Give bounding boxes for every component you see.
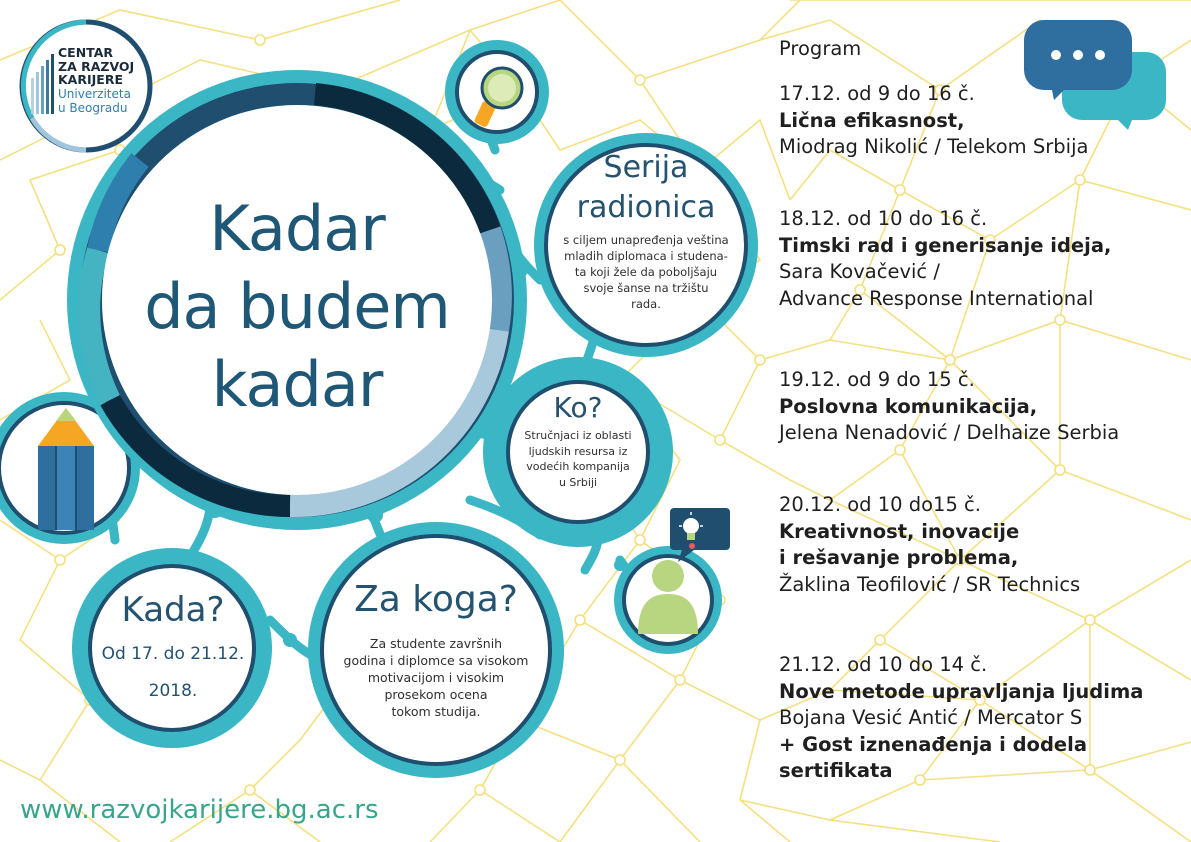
session-speaker: Miodrag Nikolić / Telekom Srbija [779,135,1089,158]
pencil-icon [30,404,102,534]
za-koga-text-line: motivacijom i visokim [367,670,505,685]
kada-text [84,636,262,710]
ko-text-line: u Srbiji [558,475,598,489]
session-title: Kreativnost, inovacije [779,519,1020,543]
session-date: 17.12. od 9 do 16 č. [779,82,975,105]
session-extra-cont: sertifikata [779,759,893,782]
serija-text-line: rada. [631,297,661,311]
ko-text-line: ljudskih resursa iz [528,444,628,458]
logo-line5: u Beogradu [58,101,128,115]
session-date: 21.12. od 10 do 14 č. [779,653,988,676]
session-2 [779,206,1111,312]
za-koga-text-line: godina i diplomce sa visokom [343,653,529,668]
session-3 [779,367,1119,447]
session-title: Lična efikasnost, [779,108,965,132]
session-speaker: Sara Kovačević / [779,260,940,283]
session-title: Timski rad i generisanje ideja, [779,233,1112,257]
ko-text-line: Stručnjaci iz oblasti [524,429,632,442]
session-extra: + Gost iznenađenja i dodela [779,732,1087,756]
session-title: Nove metode upravljanja ljudima [779,679,1144,703]
session-date: 18.12. od 10 do 16 č. [779,207,988,230]
za-koga-text-line: Za studente završnih [369,636,503,651]
serija-text-line: ta koji žele da poboljšaju [574,265,718,279]
session-title-cont: i rešavanje problema, [779,546,1019,569]
main-title-line1: Kadar [209,192,385,265]
session-date: 20.12. od 10 do15 č. [779,493,981,516]
session-speaker: Bojana Vesić Antić / Mercator S [779,706,1083,729]
session-1 [779,81,1088,161]
logo-text [58,46,134,87]
person-idea-icon [624,506,734,646]
session-4 [779,492,1080,598]
kada-year: 2018. [148,681,198,701]
main-title [110,190,484,424]
serija-title-line1: Serija [603,150,689,185]
serija-text-line: s ciljem unapređenja veština [563,233,729,247]
serija-title [556,148,736,228]
session-date: 19.12. od 9 do 15 č. [779,368,975,391]
za-koga-text [330,635,542,720]
kada-title: Kada? [121,590,225,630]
main-title-line3: kadar [211,348,383,421]
serija-title-line2: radionica [576,190,716,225]
serija-text-line: svoje šanse na tržištu [583,281,709,295]
session-title: Poslovna komunikacija, [779,394,1038,418]
website-link[interactable]: www.razvojkarijere.bg.ac.rs [20,795,379,825]
logo-line2: ZA RAZVOJ [58,58,135,74]
za-koga-title: Za koga? [354,579,518,620]
program-heading: Program [779,37,862,60]
session-5 [779,652,1143,785]
za-koga-text-line: tokom studija. [391,704,481,719]
logo-line3: KARIJERE [58,72,123,87]
ko-text [514,428,642,490]
ko-title: Ko? [553,391,603,424]
serija-text [556,232,736,312]
logo-subtext [58,87,131,115]
za-koga-text-line: prosekom ocena [384,687,488,702]
session-speaker: Jelena Nenadović / Delhaize Serbia [779,421,1120,444]
ko-text-line: vodećih kompanija [526,460,630,473]
magnifier-icon [462,56,534,136]
logo-line4: Univerziteta [58,87,131,101]
session-company: Advance Response International [779,286,1094,310]
logo-line1: CENTAR [58,45,114,60]
main-title-line2: da budem [144,270,450,343]
session-speaker: Žaklina Teofilović / SR Technics [779,572,1081,596]
kada-date-range: Od 17. do 21.12. [101,644,245,664]
serija-text-line: mladih diplomaca i studena- [564,249,728,263]
